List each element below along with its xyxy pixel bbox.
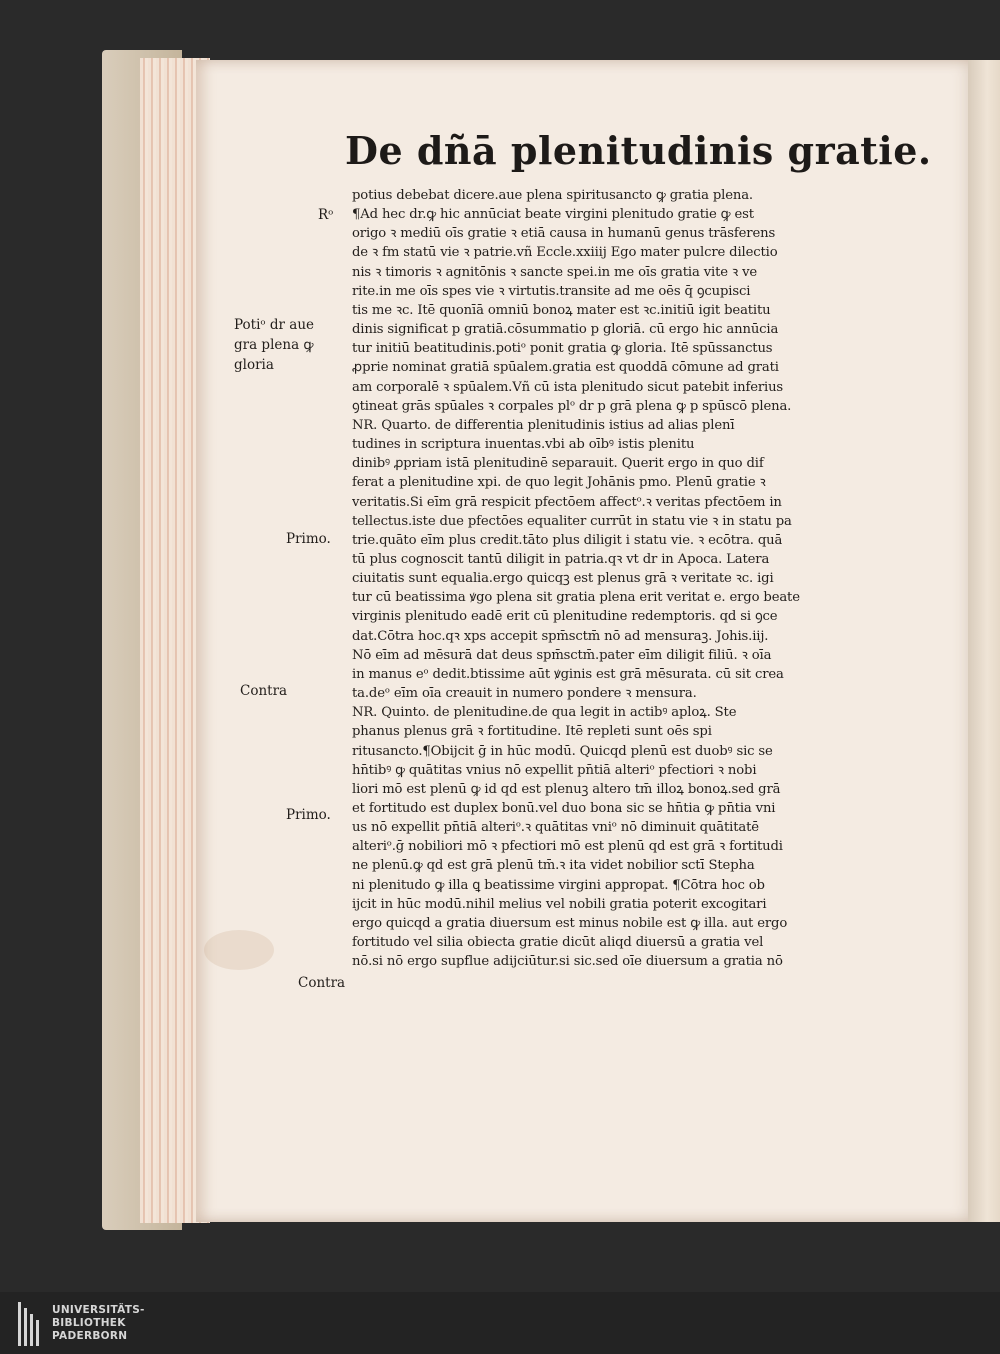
running-title: De dñā plenitudinis gratie. — [345, 128, 932, 173]
text-line: am corporalē ꝛ spūalem.Vñ cū ista plenitudo sicut patebit inferius — [352, 379, 784, 395]
margin-note: Contra — [240, 683, 288, 699]
text-line: us nō expellit pn̄tiā alteriᵒ.ꝛ quātitas vniᵒ nō diminuit quātitatē — [352, 820, 759, 836]
library-name — [52, 1304, 145, 1343]
text-line: et fortitudo est duplex bonū.vel duo bona sic se hn̄tia ꝙ pn̄tia vni — [352, 801, 776, 816]
library-name-line: PADERBORN — [52, 1330, 128, 1342]
text-line: trie.quāto eīm plus credit.tāto plus diligit i statu vie. ꝛ ecōtra. quā — [352, 532, 783, 548]
text-line: tur cū beatissima ꝟgo plena sit gratia plena erit veritat e. ergo beate — [352, 590, 800, 606]
margin-note: Potiᵒ dr aue — [234, 317, 315, 333]
text-line: tudines in scriptura inuentas.vbi ab oībꝰ istis plenitu — [352, 437, 695, 453]
text-line: dinibꝰ ꝓpriam istā plenitudinē separauit. Querit ergo in quo dif — [352, 456, 764, 472]
margin-note: Primo. — [286, 531, 331, 547]
text-line: dinis significat p gratiā.cōsummatio p gloriā. cū ergo hic annūcia — [352, 322, 779, 338]
text-line: ritusancto.¶Obijcit ḡ in hūc modū. Quicqd plenū est duobꝰ sic se — [352, 743, 773, 759]
text-line: ni plenitudo ꝙ illa ꝗ beatissime virgini appropat. ¶Cōtra hoc ob — [352, 877, 765, 893]
text-line: dat.Cōtra hoc.qꝛ xps accepit spm̄sctm̄ nō ad mensuraꝫ. Johis.iij. — [352, 628, 769, 644]
text-line: virginis plenitudo eadē erit cū plenitudine redemptoris. qd si ꝯce — [352, 609, 778, 625]
text-line: fortitudo vel silia obiecta gratie dicūt aliqd diuersū a gratia vel — [352, 935, 764, 951]
text-line: hn̄tibꝰ ꝙ quātitas vnius nō expellit pn̄tiā alteriᵒ pfectiori ꝛ nobi — [352, 762, 757, 778]
text-line: de ꝛ fm statū vie ꝛ patrie.vñ Eccle.xxiiij Ego mater pulcre dilectio — [352, 245, 778, 261]
text-line: potius debebat dicere.aue plena spiritusancto ꝙ gratia plena. — [352, 188, 753, 203]
text-line: veritatis.Si eīm grā respicit pfectōem affectᵒ.ꝛ veritas pfectōem in — [352, 494, 782, 510]
text-line: tis me ꝛc. Itē quonīā omniū bonoꝝ mater est ꝛc.initiū igit beatitu — [352, 302, 771, 318]
text-line: ꝓprie nominat gratiā spūalem.gratia est quoddā cōmune ad grati — [352, 360, 779, 376]
library-logo-icon — [18, 1302, 44, 1346]
text-line: NR. Quinto. de plenitudine.de qua legit in actibꝰ aploꝝ. Ste — [352, 705, 737, 721]
facing-page-edge — [968, 60, 1000, 1222]
text-line: ¶Ad hec dr.ꝙ hic annūciat beate virgini plenitudo gratie ꝙ est — [352, 207, 754, 223]
library-name-line: BIBLIOTHEK — [52, 1317, 126, 1329]
text-line: nō.si nō ergo supflue adijciūtur.si sic.sed oīe diuersum a gratia nō — [352, 954, 783, 970]
text-line: ta.deᵒ eīm oīa creauit in numero pondere ꝛ mensura. — [352, 686, 697, 702]
paper-stain — [204, 930, 274, 970]
text-line: origo ꝛ mediū oīs gratie ꝛ etiā causa in humanū genus trāsferens — [352, 226, 776, 242]
margin-note: gra plena ꝙ — [234, 337, 314, 353]
text-line: alteriᵒ.ḡ nobiliori mō ꝛ pfectiori mō est plenū qd est grā ꝛ fortitudi — [352, 839, 783, 855]
text-line: ergo quicqd a gratia diuersum est minus nobile est ꝙ illa. aut ergo — [352, 915, 788, 931]
text-line: ne plenū.ꝙ qd est grā plenū tm̄.ꝛ ita videt nobilior sctī Stepha — [352, 858, 755, 874]
margin-note: Primo. — [286, 807, 331, 823]
margin-note: Rᵒ — [318, 207, 334, 223]
text-line: Nō eīm ad mēsurā dat deus spm̄sctm̄.pater eīm diligit filiū. ꝛ oīa — [352, 647, 772, 663]
text-line: tellectus.iste due pfectōes equaliter currūt in statu vie ꝛ in statu pa — [352, 513, 792, 529]
library-footer — [0, 1292, 1000, 1354]
text-line: in manus eᵒ dedit.btissime aūt ꝟginis est grā mēsurata. cū sit crea — [352, 666, 784, 682]
text-line: tū plus cognoscit tantū diligit in patria.qꝛ vt dr in Apoca. Latera — [352, 551, 770, 567]
library-name-line: UNIVERSITÄTS- — [52, 1304, 145, 1316]
margin-note: gloria — [234, 357, 274, 373]
margin-note: Contra — [298, 975, 346, 991]
text-line: liori mō est plenū ꝙ id qd est plenuꝫ altero tm̄ illoꝝ bonoꝝ.sed grā — [352, 781, 781, 797]
text-line: ꝯtineat grās spūales ꝛ corpales plᵒ dr p grā plena ꝙ p spūscō plena. — [352, 398, 792, 414]
text-line: NR. Quarto. de differentia plenitudinis istius ad alias plenī — [352, 417, 735, 433]
text-line: rite.in me oīs spes vie ꝛ virtutis.transite ad me oēs q̄ ꝯcupisci — [352, 283, 751, 299]
text-line: tur initiū beatitudinis.potiᵒ ponit gratia ꝙ gloria. Itē spūssanctus — [352, 341, 773, 357]
text-line: ijcit in hūc modū.nihil melius vel nobili gratia poterit excogitari — [352, 896, 767, 912]
text-line: ciuitatis sunt equalia.ergo quicqꝫ est plenus grā ꝛ veritate ꝛc. igi — [352, 571, 774, 587]
text-line: nis ꝛ timoris ꝛ agnitōnis ꝛ sancte spei.in me oīs gratia vite ꝛ ve — [352, 264, 758, 280]
text-line: ferat a plenitudine xpi. de quo legit Johānis pmo. Plenū gratie ꝛ — [352, 475, 766, 491]
body-text — [352, 186, 872, 971]
text-line: phanus plenus grā ꝛ fortitudine. Itē repleti sunt oēs spi — [352, 724, 712, 740]
